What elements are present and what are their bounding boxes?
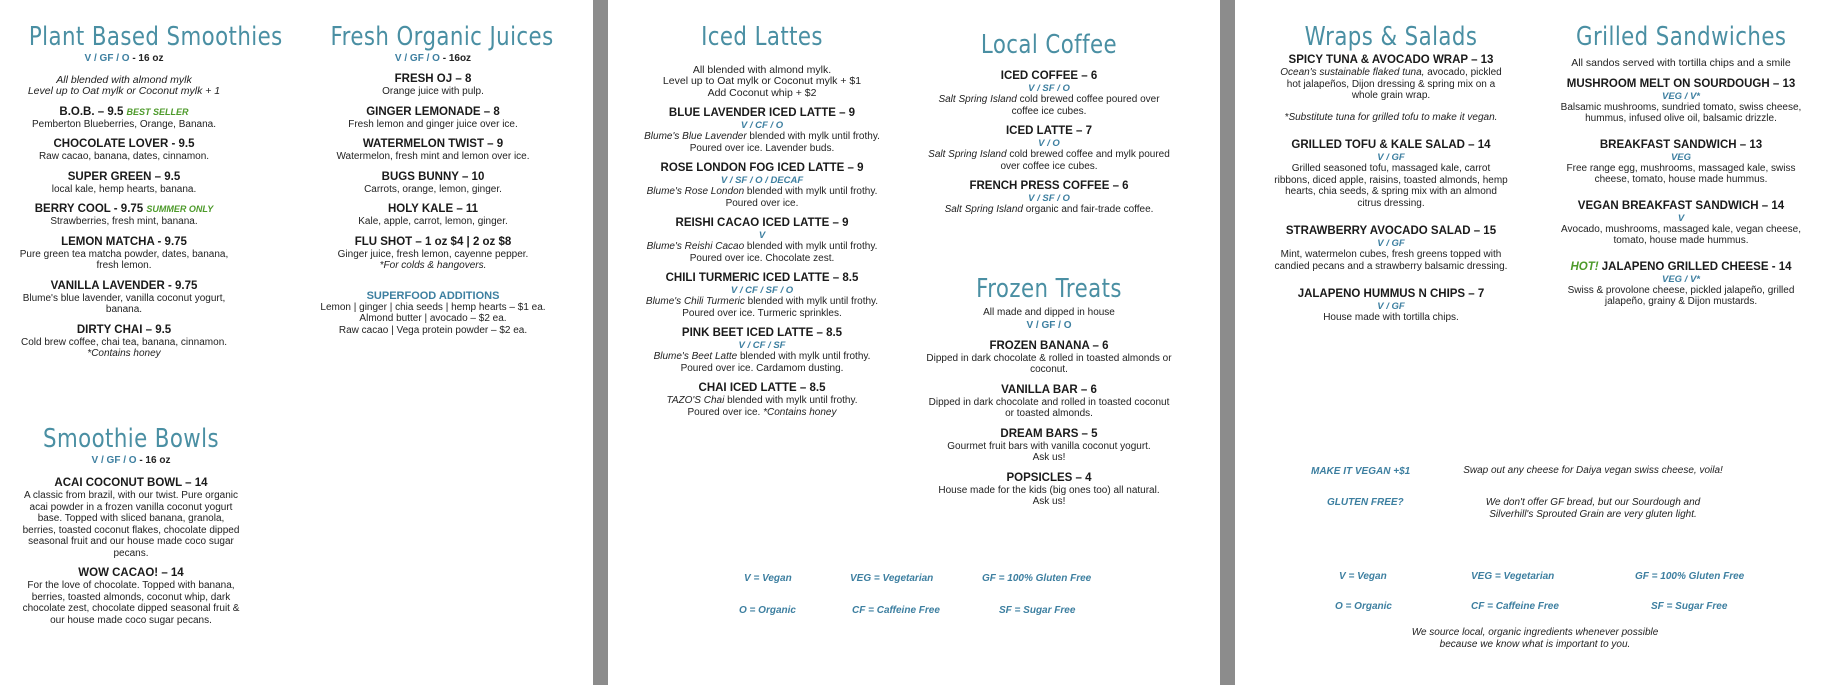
item-brand: Blume's Beet Latte	[653, 351, 738, 362]
superfood-line: Raw cacao | Vega protein powder – $2 ea.	[338, 324, 528, 336]
frozen-tags: V / GF / O	[1026, 319, 1072, 331]
item-desc: Grilled seasoned tofu, massaged kale, carrot ribbons, diced apple, raisins, toasted almonds, hemp hearts, chia seeds, & spring mix with an almond citrus dressing.	[1274, 163, 1508, 209]
menu-item	[1273, 225, 1509, 272]
item-tags: V / SF / O	[1028, 83, 1070, 94]
juices-size: - 16oz	[439, 53, 472, 64]
item-name: WATERMELON TWIST – 9	[362, 138, 504, 150]
item-desc: Watermelon, fresh mint and lemon over ice.	[336, 151, 530, 162]
item-desc-2: Ask us!	[1032, 496, 1066, 507]
menu-item	[638, 162, 886, 209]
item-name: ACAI COCONUT BOWL – 14	[54, 477, 208, 489]
item-name: BERRY COOL - 9.75	[34, 203, 144, 215]
menu-item	[8, 171, 240, 196]
legend-organic: O = Organic	[739, 605, 796, 616]
item-tags: V / SF / O / DECAF	[720, 175, 804, 186]
menu-item	[926, 125, 1172, 172]
smoothies-intro-2: Level up to Oat mylk or Coconut mylk + 1	[27, 85, 221, 97]
item-name: JALAPENO GRILLED CHEESE - 14	[1601, 260, 1792, 273]
menu-item	[8, 138, 240, 163]
menu-item	[1553, 78, 1809, 125]
menu-item	[1273, 139, 1509, 209]
menu-item	[638, 327, 886, 374]
menu-page-1	[0, 0, 593, 685]
item-desc: A classic from brazil, with our twist. Pure organic acai powder in a frozen vanilla coconut yogurt base. Topped with sliced banana, granola, berries, toasted coconut flakes, chocolate dipped seasonal fruit and our house made coco sugar pecans.	[22, 490, 240, 559]
menu-item	[926, 180, 1172, 216]
lattes-section	[638, 22, 886, 418]
item-name: FROZEN BANANA – 6	[989, 339, 1109, 352]
item-tags: V / CF / SF	[738, 340, 786, 351]
item-note: *For colds & hangovers.	[379, 260, 487, 271]
wraps-title: Wraps & Salads	[1304, 22, 1478, 52]
item-tags: V / GF	[1377, 238, 1405, 249]
item-brand: Blume's Blue Lavender	[644, 131, 747, 142]
item-desc: Free range egg, mushrooms, massaged kale, swiss cheese, tomato, house made hummus.	[1566, 162, 1796, 185]
item-name: HOLY KALE – 11	[387, 203, 479, 215]
item-desc: Gourmet fruit bars with vanilla coconut yogurt.	[947, 440, 1151, 452]
item-name: ROSE LONDON FOG ICED LATTE – 9	[660, 162, 864, 174]
menu-item	[8, 236, 240, 272]
item-brand: Salt Spring Island	[938, 94, 1017, 105]
item-note: *Contains honey	[763, 406, 837, 418]
item-tags: VEG / V*	[1661, 90, 1700, 102]
item-desc: local kale, hemp hearts, banana.	[51, 183, 197, 195]
item-desc: Orange juice with pulp.	[382, 86, 484, 97]
bowls-tags: V / GF / O	[91, 455, 137, 466]
menu-item	[8, 280, 240, 316]
item-desc: blended with mylk until frothy.	[744, 296, 879, 307]
gluten-free-text-2: Silverhill's Sprouted Grain are very gluten light.	[1489, 509, 1697, 520]
menu-item	[638, 382, 886, 418]
item-name: BREAKFAST SANDWICH – 13	[1599, 138, 1763, 151]
item-tags: V / SF / O	[1028, 193, 1070, 204]
item-desc: Mint, watermelon cubes, fresh greens topped with candied pecans and a strawberry balsamic dressing.	[1274, 249, 1508, 272]
menu-item	[1553, 139, 1809, 186]
item-desc: blended with mylk until frothy.	[744, 186, 878, 197]
item-tags: V / GF	[1377, 152, 1405, 163]
item-brand: Blume's Reishi Cacao	[646, 241, 745, 252]
bowls-title: Smoothie Bowls	[43, 424, 219, 454]
menu-item	[1273, 288, 1509, 324]
menu-item	[1553, 261, 1809, 308]
item-name: SUPER GREEN – 9.5	[67, 170, 181, 183]
superfood-line: Almond butter | avocado – $2 ea.	[359, 313, 507, 324]
menu-item	[638, 107, 886, 154]
item-name: CHILI TURMERIC ICED LATTE – 8.5	[665, 272, 859, 284]
legend-caffeine-free: CF = Caffeine Free	[852, 605, 940, 616]
sandwiches-title: Grilled Sandwiches	[1576, 22, 1787, 52]
item-desc-2: Poured over ice. Cardamom dusting.	[680, 362, 844, 374]
best-seller-badge: BEST SELLER	[126, 106, 189, 117]
menu-item	[20, 477, 242, 559]
item-name: PINK BEET ICED LATTE – 8.5	[681, 327, 843, 339]
legend-organic: O = Organic	[1335, 601, 1392, 612]
source-note-1: We source local, organic ingredients whenever possible	[1411, 627, 1659, 638]
hot-badge: HOT!	[1570, 260, 1599, 273]
item-name: LEMON MATCHA - 9.75	[61, 235, 187, 248]
item-desc: Fresh lemon and ginger juice over ice.	[348, 118, 518, 130]
item-name: SPICY TUNA & AVOCADO WRAP – 13	[1288, 54, 1494, 66]
sandwiches-intro: All sandos served with tortilla chips and a smile	[1571, 57, 1791, 69]
smoothies-size: - 16 oz	[129, 53, 164, 64]
summer-only-badge: SUMMER ONLY	[146, 204, 214, 214]
item-desc: Swiss & provolone cheese, pickled jalapeño, grilled jalapeño, grainy & Dijon mustards.	[1567, 284, 1795, 307]
item-name: GRILLED TOFU & KALE SALAD – 14	[1291, 139, 1491, 151]
item-desc: Pemberton Blueberries, Orange, Banana.	[32, 118, 216, 130]
item-name: DREAM BARS – 5	[1000, 427, 1098, 440]
item-desc: Balsamic mushrooms, sundried tomato, swiss cheese, hummus, infused olive oil, balsamic drizzle.	[1560, 101, 1802, 124]
menu-item	[638, 217, 886, 264]
menu-item	[1273, 54, 1509, 123]
coffee-section	[926, 30, 1172, 216]
item-name: VANILLA BAR – 6	[1001, 383, 1097, 396]
item-note: *Contains honey	[87, 348, 161, 359]
sandwiches-section	[1553, 22, 1809, 308]
item-desc: Carrots, orange, lemon, ginger.	[364, 183, 502, 195]
menu-item	[926, 428, 1172, 464]
item-desc: Raw cacao, banana, dates, cinnamon.	[38, 151, 210, 162]
coffee-title: Local Coffee	[980, 30, 1118, 60]
item-desc: cold brewed coffee and mylk poured over coffee ice cubes.	[1000, 149, 1170, 172]
legend-caffeine-free: CF = Caffeine Free	[1471, 601, 1559, 612]
menu-page-3	[1235, 0, 1833, 685]
item-name: GINGER LEMONADE – 8	[366, 105, 500, 118]
legend-vegetarian: VEG = Vegetarian	[1471, 571, 1555, 582]
legend-gluten-free: GF = 100% Gluten Free	[982, 573, 1092, 584]
item-name: VEGAN BREAKFAST SANDWICH – 14	[1577, 199, 1785, 212]
item-name: VANILLA LAVENDER - 9.75	[50, 279, 198, 292]
item-desc: blended with mylk until frothy.	[724, 395, 858, 406]
menu-page-2	[608, 0, 1220, 685]
gluten-free-text-1: We don't offer GF bread, but our Sourdough and	[1485, 497, 1701, 508]
item-name: FRENCH PRESS COFFEE – 6	[969, 180, 1129, 192]
frozen-title: Frozen Treats	[976, 274, 1122, 304]
juices-tags: V / GF / O	[394, 53, 440, 64]
legend-vegan: V = Vegan	[1339, 571, 1387, 582]
item-name: FRESH OJ – 8	[394, 73, 472, 85]
menu-item	[8, 203, 240, 228]
item-desc: cold brewed coffee poured over coffee ice cubes.	[1011, 94, 1160, 117]
frozen-intro: All made and dipped in house	[983, 307, 1115, 318]
item-desc: Avocado, mushrooms, massaged kale, vegan cheese, tomato, house made hummus.	[1561, 223, 1801, 246]
menu-item	[308, 171, 558, 196]
item-desc: Kale, apple, carrot, lemon, ginger.	[358, 216, 508, 227]
menu-item	[1553, 200, 1809, 247]
item-desc-2: Poured over ice.	[725, 197, 799, 209]
item-desc: organic and fair-trade coffee.	[1022, 204, 1154, 215]
item-name: STRAWBERRY AVOCADO SALAD – 15	[1285, 225, 1497, 237]
lattes-title: Iced Lattes	[701, 22, 823, 52]
item-name: MUSHROOM MELT ON SOURDOUGH – 13	[1566, 77, 1796, 90]
item-brand: Salt Spring Island	[944, 204, 1023, 215]
item-tags: VEG / V*	[1661, 273, 1700, 285]
legend-gluten-free: GF = 100% Gluten Free	[1635, 571, 1745, 582]
item-desc: Strawberries, fresh mint, banana.	[50, 216, 198, 227]
item-desc: Dipped in dark chocolate & rolled in toasted almonds or coconut.	[926, 352, 1172, 375]
item-name: CHAI ICED LATTE – 8.5	[698, 382, 826, 394]
item-desc: House made for the kids (big ones too) all natural.	[938, 484, 1160, 496]
make-it-vegan-text: Swap out any cheese for Daiya vegan swiss cheese, voila!	[1463, 465, 1723, 476]
item-brand: Salt Spring Island	[928, 149, 1007, 160]
legend-vegetarian: VEG = Vegetarian	[850, 573, 934, 584]
item-brand: Blume's Chili Turmeric	[645, 296, 745, 307]
item-desc: Dipped in dark chocolate and rolled in toasted coconut or toasted almonds.	[928, 396, 1170, 419]
wraps-section	[1273, 22, 1509, 324]
item-tags: V / O	[1038, 138, 1060, 149]
item-name: ICED LATTE – 7	[1005, 125, 1093, 137]
juices-title: Fresh Organic Juices	[330, 22, 554, 52]
item-desc: Pure green tea matcha powder, dates, banana, fresh lemon.	[19, 248, 229, 271]
menu-item	[308, 106, 558, 131]
item-name: ICED COFFEE – 6	[1000, 70, 1098, 82]
juices-section	[308, 22, 558, 336]
legend-sugar-free: SF = Sugar Free	[1651, 601, 1728, 612]
item-desc-2: Poured over ice. Turmeric sprinkles.	[682, 307, 842, 319]
item-tags: V	[758, 230, 766, 241]
superfood-line: Lemon | ginger | chia seeds | hemp hearts – $1 ea.	[320, 301, 546, 313]
item-brand: Ocean's sustainable flaked tuna,	[1280, 67, 1425, 78]
menu-item	[926, 340, 1172, 376]
menu-item	[8, 324, 240, 360]
item-name: CHOCOLATE LOVER - 9.5	[53, 138, 195, 150]
bowls-size: - 16 oz	[136, 455, 171, 466]
menu-item	[20, 567, 242, 626]
item-desc: Cold brew coffee, chai tea, banana, cinnamon.	[20, 336, 228, 348]
item-tags: V	[1677, 212, 1685, 224]
item-note: *Substitute tuna for grilled tofu to make it vegan.	[1284, 111, 1498, 123]
item-brand: Blume's Rose London	[646, 186, 745, 197]
superfood-additions	[308, 290, 558, 337]
menu-item	[308, 236, 558, 272]
item-name: REISHI CACAO ICED LATTE – 9	[675, 217, 849, 229]
item-tags: VEG	[1670, 151, 1692, 163]
menu-item	[926, 70, 1172, 117]
item-name: JALAPENO HUMMUS N CHIPS – 7	[1297, 288, 1485, 300]
item-tags: V / CF / SF / O	[730, 285, 794, 296]
lattes-intro-3: Add Coconut whip + $2	[707, 86, 817, 99]
item-desc-2: Poured over ice. Chocolate zest.	[689, 252, 835, 264]
item-name: BUGS BUNNY – 10	[381, 170, 485, 183]
menu-item	[8, 106, 240, 131]
lattes-intro-1: All blended with almond mylk.	[692, 64, 832, 76]
menu-item	[308, 138, 558, 163]
item-name: BLUE LAVENDER ICED LATTE – 9	[668, 107, 856, 119]
gluten-free-label: GLUTEN FREE?	[1327, 497, 1404, 508]
item-name: B.O.B. – 9.5	[59, 105, 124, 118]
legend-vegan: V = Vegan	[744, 573, 792, 584]
item-desc: Ginger juice, fresh lemon, cayenne pepper.	[337, 248, 529, 260]
item-tags: V / GF	[1377, 301, 1405, 312]
item-desc: Blume's blue lavender, vanilla coconut yogurt, banana.	[22, 292, 226, 315]
item-brand: TAZO'S Chai	[666, 395, 725, 406]
lattes-intro-2: Level up to Oat mylk or Coconut mylk + $1	[662, 75, 862, 87]
item-desc: House made with tortilla chips.	[1323, 312, 1459, 323]
bowls-section	[20, 424, 242, 626]
item-tags: V / CF / O	[740, 120, 784, 131]
item-desc-2: Poured over ice.	[687, 406, 764, 418]
menu-item	[638, 272, 886, 319]
item-desc-2: Ask us!	[1032, 452, 1066, 463]
smoothies-intro-1: All blended with almond mylk	[56, 74, 192, 86]
item-desc-2: Poured over ice. Lavender buds.	[689, 142, 835, 154]
menu-item	[308, 203, 558, 228]
source-note-2: because we know what is important to you.	[1439, 639, 1631, 650]
make-it-vegan-label: MAKE IT VEGAN +$1	[1311, 466, 1411, 477]
item-name: DIRTY CHAI – 9.5	[76, 323, 172, 336]
smoothies-section	[8, 22, 283, 360]
menu-item	[308, 73, 558, 98]
superfood-title: SUPERFOOD ADDITIONS	[366, 289, 500, 302]
item-name: POPSICLES – 4	[1006, 471, 1092, 484]
frozen-section	[926, 274, 1172, 508]
item-desc: blended with mylk until frothy.	[746, 131, 880, 142]
item-name: FLU SHOT – 1 oz $4 | 2 oz $8	[354, 235, 512, 248]
menu-item	[926, 384, 1172, 420]
item-desc: For the love of chocolate. Topped with banana, berries, toasted almonds, coconut whip, dark chocolate zest, chocolate dipped seasonal fruit & our house made coco sugar pecans.	[22, 580, 240, 626]
smoothies-tags: V / GF / O	[84, 53, 130, 64]
item-desc: blended with mylk until frothy.	[744, 241, 878, 252]
item-desc: blended with mylk until frothy.	[737, 351, 871, 362]
smoothies-title: Plant Based Smoothies	[28, 22, 283, 52]
item-name: WOW CACAO! – 14	[78, 567, 184, 579]
menu-item	[926, 472, 1172, 508]
item-desc: avocado, pickled hot jalapeños, Dijon dressing & spring mix on a whole grain wrap.	[1286, 67, 1502, 101]
legend-sugar-free: SF = Sugar Free	[999, 605, 1076, 616]
